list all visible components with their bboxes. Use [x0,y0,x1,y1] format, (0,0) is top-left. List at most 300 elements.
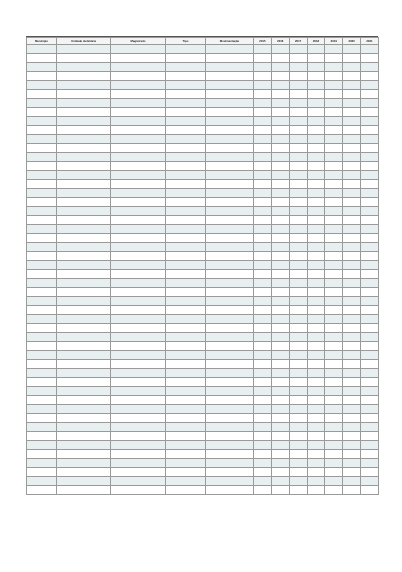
table-cell [111,477,166,486]
year-value-cell [254,117,272,126]
year-value-cell [289,315,307,324]
table-cell [57,369,111,378]
year-value-cell [289,81,307,90]
year-value-cell [325,144,343,153]
year-value-cell [254,126,272,135]
table-row [27,90,379,99]
year-value-cell [325,423,343,432]
table-cell [111,135,166,144]
year-value-cell [254,387,272,396]
year-value-cell [325,63,343,72]
municipio-cell [27,90,57,99]
table-cell [206,171,254,180]
table-cell [166,252,206,261]
year-value-cell [271,90,289,99]
table-cell [166,315,206,324]
table-cell [111,234,166,243]
year-value-cell [254,351,272,360]
year-value-cell [307,333,325,342]
table-cell [206,126,254,135]
year-value-cell [325,369,343,378]
table-cell [111,306,166,315]
municipio-cell [27,306,57,315]
table-cell [206,306,254,315]
year-value-cell [307,45,325,54]
year-value-cell [307,396,325,405]
municipio-cell [27,54,57,63]
table-cell [111,450,166,459]
table-cell [166,144,206,153]
municipio-cell [27,405,57,414]
table-row [27,423,379,432]
year-value-cell [271,63,289,72]
year-value-cell [325,153,343,162]
year-value-cell [289,288,307,297]
table-row [27,135,379,144]
table-row [27,216,379,225]
year-value-cell [289,108,307,117]
table-cell [166,270,206,279]
year-value-cell [254,234,272,243]
year-value-cell [289,45,307,54]
table-cell [206,405,254,414]
year-value-cell [325,243,343,252]
year-value-cell [271,297,289,306]
year-value-cell [307,297,325,306]
municipio-cell [27,288,57,297]
year-value-cell [307,360,325,369]
year-value-cell [343,405,361,414]
municipio-cell [27,243,57,252]
year-value-cell [271,378,289,387]
table-row [27,207,379,216]
year-value-cell [289,198,307,207]
municipio-cell [27,171,57,180]
year-value-cell [325,261,343,270]
table-cell [206,369,254,378]
table-cell [166,180,206,189]
table-row [27,261,379,270]
year-value-cell [361,396,379,405]
table-cell [111,108,166,117]
table-cell [166,99,206,108]
table-cell [111,441,166,450]
year-value-cell [307,351,325,360]
year-value-cell [289,63,307,72]
year-value-cell [307,153,325,162]
year-value-cell [254,279,272,288]
table-header-row [27,38,379,45]
table-cell [166,135,206,144]
year-value-cell [289,54,307,63]
municipio-cell [27,333,57,342]
table-row [27,63,379,72]
table-cell [111,99,166,108]
year-value-cell [361,477,379,486]
year-value-cell [343,243,361,252]
table-cell [206,243,254,252]
year-value-cell [307,180,325,189]
table-cell [111,225,166,234]
table-cell [57,459,111,468]
year-value-cell [343,261,361,270]
municipio-cell [27,99,57,108]
table-cell [166,387,206,396]
year-value-cell [254,306,272,315]
column-header: 2017 [289,38,307,45]
table-row [27,54,379,63]
year-value-cell [289,189,307,198]
table-cell [111,459,166,468]
year-value-cell [289,234,307,243]
year-value-cell [325,207,343,216]
table-cell [57,450,111,459]
year-value-cell [343,450,361,459]
year-value-cell [254,81,272,90]
year-value-cell [307,117,325,126]
year-value-cell [343,225,361,234]
table-row [27,297,379,306]
table-row [27,180,379,189]
table-cell [57,207,111,216]
table-cell [206,45,254,54]
year-value-cell [254,414,272,423]
year-value-cell [289,126,307,135]
year-value-cell [343,189,361,198]
year-value-cell [289,414,307,423]
year-value-cell [307,441,325,450]
year-value-cell [271,423,289,432]
municipio-cell [27,387,57,396]
table-cell [166,225,206,234]
year-value-cell [343,288,361,297]
table-cell [57,225,111,234]
year-value-cell [307,63,325,72]
municipio-cell [27,153,57,162]
year-value-cell [343,486,361,495]
table-cell [57,297,111,306]
table-cell [166,81,206,90]
table-cell [166,486,206,495]
municipio-cell [27,342,57,351]
year-value-cell [343,459,361,468]
table-cell [206,432,254,441]
table-cell [166,378,206,387]
year-value-cell [343,306,361,315]
year-value-cell [361,144,379,153]
table-cell [57,99,111,108]
table-cell [166,261,206,270]
year-value-cell [289,162,307,171]
year-value-cell [343,441,361,450]
municipio-cell [27,234,57,243]
year-value-cell [254,108,272,117]
table-body [27,45,379,495]
year-value-cell [343,45,361,54]
year-value-cell [361,180,379,189]
year-value-cell [271,162,289,171]
table-cell [166,54,206,63]
year-value-cell [343,324,361,333]
year-value-cell [325,315,343,324]
year-value-cell [343,72,361,81]
year-value-cell [289,342,307,351]
table-cell [111,324,166,333]
table-cell [166,396,206,405]
table-cell [57,351,111,360]
table-cell [57,63,111,72]
table-cell [111,162,166,171]
year-value-cell [271,180,289,189]
table-cell [206,63,254,72]
municipio-cell [27,198,57,207]
year-value-cell [361,63,379,72]
year-value-cell [361,81,379,90]
year-value-cell [271,144,289,153]
year-value-cell [307,234,325,243]
table-cell [111,315,166,324]
table-cell [206,54,254,63]
year-value-cell [254,423,272,432]
year-value-cell [307,54,325,63]
table-row [27,288,379,297]
year-value-cell [361,243,379,252]
table-cell [166,234,206,243]
year-value-cell [343,360,361,369]
table-cell [206,342,254,351]
table-cell [111,261,166,270]
table-row [27,198,379,207]
year-value-cell [325,297,343,306]
year-value-cell [325,432,343,441]
table-row [27,72,379,81]
year-value-cell [361,135,379,144]
table-cell [57,333,111,342]
year-value-cell [361,342,379,351]
year-value-cell [325,81,343,90]
table-cell [206,90,254,99]
municipio-cell [27,108,57,117]
year-value-cell [307,162,325,171]
year-value-cell [325,360,343,369]
year-value-cell [254,99,272,108]
municipio-cell [27,225,57,234]
year-value-cell [361,162,379,171]
year-value-cell [271,315,289,324]
table-cell [111,423,166,432]
year-value-cell [307,90,325,99]
year-value-cell [343,378,361,387]
year-value-cell [271,234,289,243]
year-value-cell [307,252,325,261]
table-cell [111,279,166,288]
year-value-cell [289,117,307,126]
year-value-cell [343,432,361,441]
table-cell [57,45,111,54]
table-cell [111,486,166,495]
municipio-cell [27,207,57,216]
year-value-cell [307,468,325,477]
year-value-cell [361,252,379,261]
table-cell [57,72,111,81]
year-value-cell [289,441,307,450]
table-cell [57,90,111,99]
table-row [27,315,379,324]
year-value-cell [361,279,379,288]
table-cell [206,486,254,495]
year-value-cell [361,351,379,360]
year-value-cell [325,486,343,495]
table-row [27,45,379,54]
column-header: 2021 [361,38,379,45]
year-value-cell [325,378,343,387]
year-value-cell [307,225,325,234]
year-value-cell [325,45,343,54]
year-value-cell [361,216,379,225]
year-value-cell [271,306,289,315]
table-cell [166,90,206,99]
year-value-cell [307,432,325,441]
table-row [27,270,379,279]
table-cell [206,252,254,261]
table-cell [57,441,111,450]
table-cell [111,198,166,207]
year-value-cell [271,369,289,378]
table-cell [206,270,254,279]
year-value-cell [343,90,361,99]
table-row [27,432,379,441]
year-value-cell [254,153,272,162]
year-value-cell [325,54,343,63]
year-value-cell [307,306,325,315]
table-cell [206,135,254,144]
table-row [27,477,379,486]
municipio-cell [27,324,57,333]
year-value-cell [289,72,307,81]
table-cell [206,72,254,81]
table-cell [166,432,206,441]
year-value-cell [325,342,343,351]
year-value-cell [254,45,272,54]
table-cell [166,306,206,315]
year-value-cell [325,180,343,189]
municipio-cell [27,468,57,477]
table-cell [57,306,111,315]
year-value-cell [325,216,343,225]
table-cell [111,378,166,387]
table-cell [166,423,206,432]
year-value-cell [271,288,289,297]
report-title [26,30,378,37]
table-cell [57,162,111,171]
column-header: 2020 [343,38,361,45]
table-cell [206,477,254,486]
year-value-cell [307,261,325,270]
table-cell [57,261,111,270]
year-value-cell [289,324,307,333]
year-value-cell [254,243,272,252]
year-value-cell [343,423,361,432]
year-value-cell [289,387,307,396]
year-value-cell [271,261,289,270]
year-value-cell [289,90,307,99]
table-row [27,279,379,288]
year-value-cell [307,243,325,252]
table-cell [166,189,206,198]
table-cell [111,297,166,306]
year-value-cell [289,171,307,180]
table-row [27,378,379,387]
municipio-cell [27,378,57,387]
year-value-cell [289,306,307,315]
report-sheet [26,30,378,495]
year-value-cell [289,351,307,360]
year-value-cell [343,162,361,171]
year-value-cell [254,450,272,459]
table-cell [111,396,166,405]
year-value-cell [307,81,325,90]
column-header: Município [27,38,57,45]
table-row [27,171,379,180]
column-header: 2019 [325,38,343,45]
year-value-cell [325,477,343,486]
municipio-cell [27,351,57,360]
year-value-cell [254,135,272,144]
table-row [27,405,379,414]
year-value-cell [361,261,379,270]
table-cell [111,171,166,180]
municipio-cell [27,252,57,261]
column-header: 2016 [271,38,289,45]
table-cell [57,468,111,477]
table-cell [206,234,254,243]
municipio-cell [27,315,57,324]
year-value-cell [361,225,379,234]
year-value-cell [271,450,289,459]
year-value-cell [271,252,289,261]
table-cell [111,387,166,396]
year-value-cell [307,126,325,135]
table-cell [111,54,166,63]
table-cell [111,333,166,342]
table-cell [57,486,111,495]
table-cell [206,225,254,234]
year-value-cell [343,108,361,117]
year-value-cell [289,378,307,387]
table-cell [111,72,166,81]
table-cell [206,396,254,405]
table-cell [166,333,206,342]
year-value-cell [307,270,325,279]
table-cell [57,189,111,198]
table-cell [111,288,166,297]
table-cell [111,153,166,162]
year-value-cell [325,171,343,180]
year-value-cell [343,369,361,378]
year-value-cell [361,297,379,306]
table-row [27,153,379,162]
year-value-cell [307,216,325,225]
year-value-cell [343,396,361,405]
municipio-cell [27,126,57,135]
table-row [27,396,379,405]
year-value-cell [307,189,325,198]
table-row [27,189,379,198]
year-value-cell [254,396,272,405]
table-cell [57,360,111,369]
year-value-cell [289,396,307,405]
table-row [27,252,379,261]
